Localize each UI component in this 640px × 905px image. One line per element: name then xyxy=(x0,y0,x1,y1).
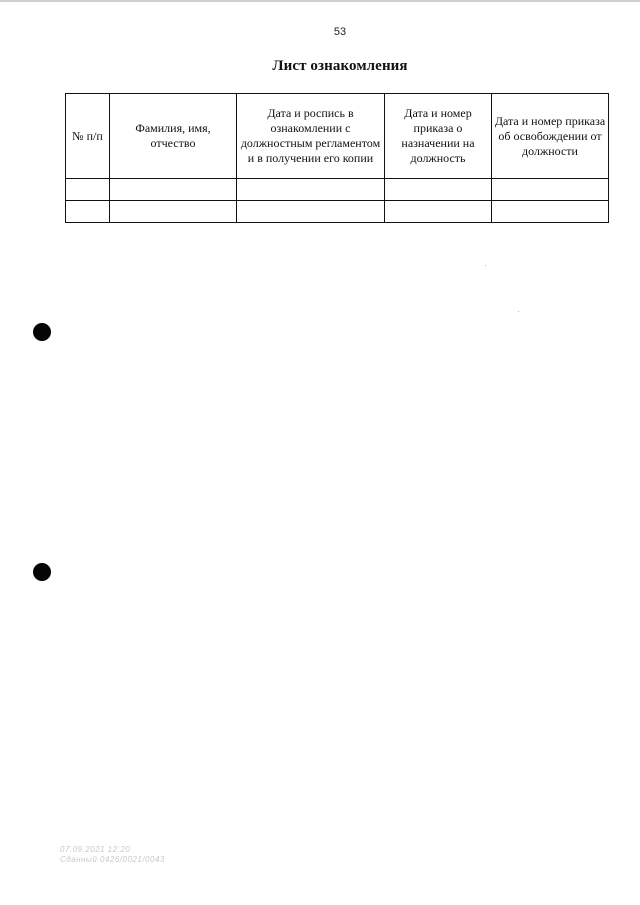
header-dismissal-order: Дата и номер приказа об освобождении от должности xyxy=(492,94,609,179)
header-appointment-order: Дата и номер приказа о назначении на должность xyxy=(385,94,492,179)
acknowledgement-table xyxy=(65,93,609,223)
scan-speck xyxy=(485,265,486,266)
header-full-name: Фамилия, имя, отчество xyxy=(110,94,237,179)
table-cell xyxy=(237,201,385,223)
header-number: № п/п xyxy=(66,94,110,179)
table-cell xyxy=(492,179,609,201)
scan-stamp xyxy=(60,845,165,865)
table-header-row xyxy=(66,94,609,179)
scan-stamp-line: Сданный 0426/0021/0043 xyxy=(60,855,165,864)
table-row xyxy=(66,179,609,201)
scan-stamp-line: 07.09.2021 12:20 xyxy=(60,845,131,854)
punch-hole-top xyxy=(33,323,51,341)
table-cell xyxy=(385,179,492,201)
table-cell xyxy=(110,201,237,223)
header-signature-date: Дата и роспись в ознакомлении с должностным регламентом и в получении его копии xyxy=(237,94,385,179)
table-cell xyxy=(492,201,609,223)
page-number: 53 xyxy=(333,26,347,38)
scan-top-edge xyxy=(0,0,640,2)
table-cell xyxy=(66,179,110,201)
table-cell xyxy=(110,179,237,201)
punch-hole-bottom xyxy=(33,563,51,581)
table-cell xyxy=(385,201,492,223)
table-cell xyxy=(66,201,110,223)
page-title: Лист ознакомления xyxy=(272,58,408,74)
table-row xyxy=(66,201,609,223)
table-cell xyxy=(237,179,385,201)
scan-speck xyxy=(518,311,519,312)
